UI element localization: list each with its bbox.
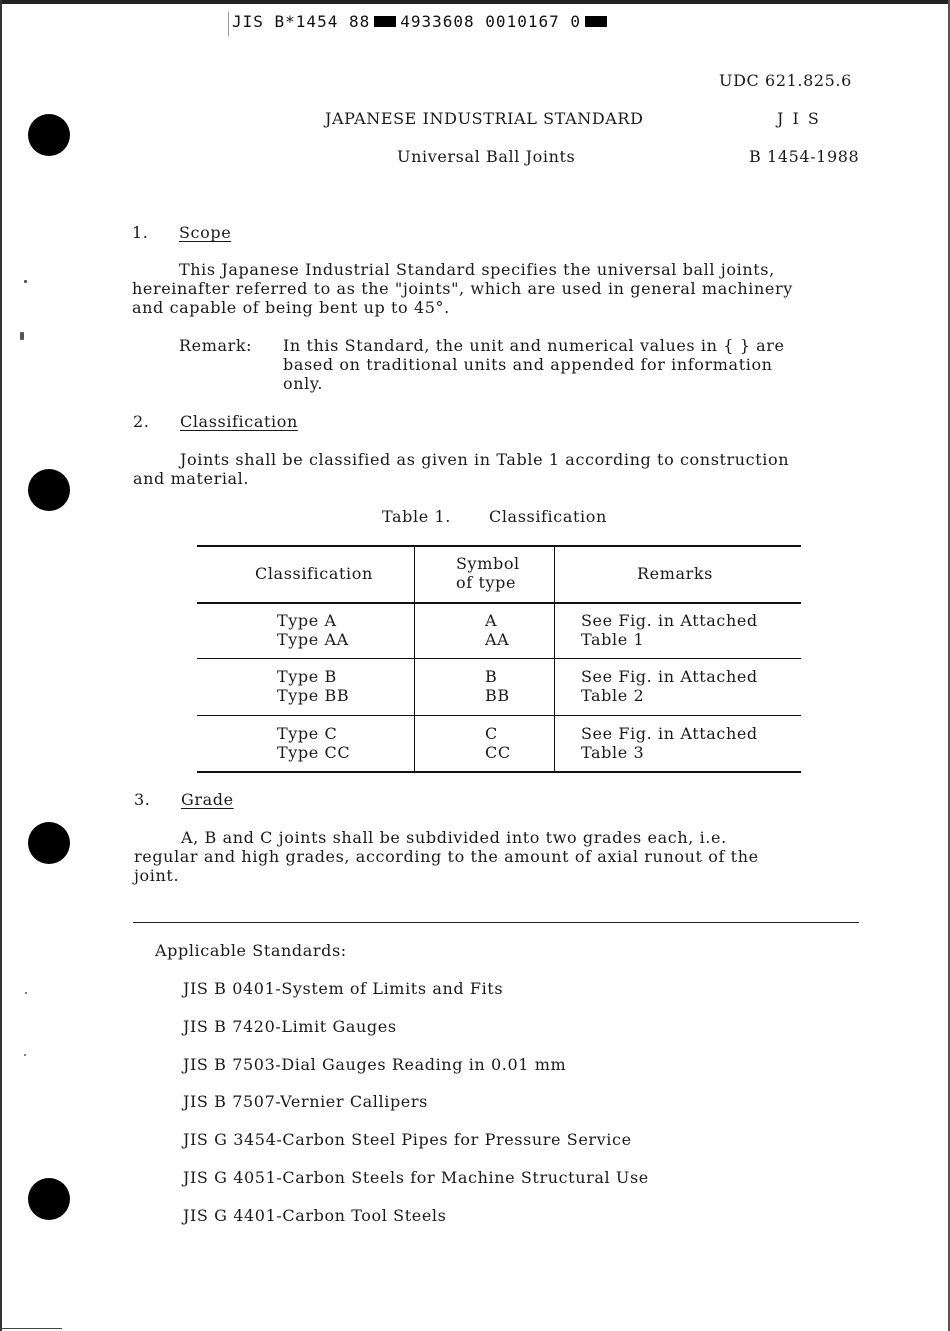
table-caption-title: Classification	[489, 507, 607, 526]
punch-hole	[28, 822, 70, 864]
applicable-standard-item: JIS G 4051-Carbon Steels for Machine Structural Use	[183, 1168, 649, 1187]
catalog-serial: 4933608 0010167 0	[400, 12, 581, 31]
section-heading-scope: Scope	[179, 223, 232, 242]
footnote-rule	[133, 922, 859, 923]
applicable-standards-heading: Applicable Standards:	[155, 941, 347, 960]
punch-hole	[28, 1178, 70, 1220]
grade-line: joint.	[134, 866, 180, 885]
grade-line: regular and high grades, according to the amount of axial runout of the	[134, 847, 759, 866]
section-heading-classification: Classification	[180, 412, 298, 431]
remark-line: In this Standard, the unit and numerical values in { } are	[283, 336, 785, 355]
section-heading-grade: Grade	[181, 790, 234, 809]
applicable-standard-item: JIS G 3454-Carbon Steel Pipes for Pressure Service	[183, 1130, 632, 1149]
table-rule-header	[197, 602, 801, 604]
table-rule-top	[197, 545, 801, 547]
page-edge-top	[0, 0, 950, 4]
table-cell-symbol: AA	[485, 630, 510, 649]
standard-organization: JAPANESE INDUSTRIAL STANDARD	[325, 109, 644, 128]
applicable-standard-item: JIS G 4401-Carbon Tool Steels	[183, 1206, 447, 1225]
standard-number: B 1454-1988	[749, 147, 860, 166]
table-cell-remarks: Table 3	[581, 743, 645, 762]
document-title: Universal Ball Joints	[397, 147, 576, 166]
applicable-standard-item: JIS B 7503-Dial Gauges Reading in 0.01 mm	[183, 1055, 567, 1074]
table-cell-classification: Type A	[277, 611, 337, 630]
punch-hole	[28, 114, 70, 156]
table-cell-remarks: Table 2	[581, 686, 645, 705]
table-rule-vertical	[414, 545, 415, 773]
table-cell-symbol: C	[485, 724, 498, 743]
table-cell-classification: Type BB	[277, 686, 350, 705]
table-cell-symbol: B	[485, 667, 498, 686]
table-cell-remarks: Table 1	[581, 630, 645, 649]
remark-line: only.	[283, 374, 324, 393]
barcode-block	[374, 16, 396, 27]
section-number: 2.	[133, 412, 150, 431]
udc-number: UDC 621.825.6	[719, 71, 852, 90]
table-cell-remarks: See Fig. in Attached	[581, 724, 758, 743]
table-header-symbol: Symbol	[456, 554, 520, 573]
table-cell-classification: Type C	[277, 724, 338, 743]
catalog-code: JIS B*1454 88	[232, 12, 371, 31]
barcode-block	[585, 16, 607, 27]
table-cell-classification: Type B	[277, 667, 337, 686]
grade-line: A, B and C joints shall be subdivided into two grades each, i.e.	[181, 828, 727, 847]
bottom-edge-rule	[0, 1328, 62, 1329]
table-cell-classification: Type CC	[277, 743, 351, 762]
punch-hole	[28, 469, 70, 511]
scan-speck	[24, 1054, 26, 1056]
margin-tick	[228, 12, 229, 36]
catalog-barcode-line	[232, 12, 611, 31]
scan-speck	[20, 332, 24, 340]
table-cell-symbol: CC	[485, 743, 511, 762]
applicable-standard-item: JIS B 0401-System of Limits and Fits	[183, 979, 504, 998]
page-edge-left	[0, 0, 2, 1331]
applicable-standard-item: JIS B 7507-Vernier Callipers	[183, 1092, 428, 1111]
jis-mark: J I S	[777, 109, 821, 128]
applicable-standard-item: JIS B 7420-Limit Gauges	[183, 1017, 397, 1036]
table-rule-bottom	[197, 771, 801, 773]
table-rule-vertical	[554, 545, 555, 773]
classification-table	[197, 545, 801, 774]
classification-line: Joints shall be classified as given in Table 1 according to construction	[180, 450, 790, 469]
table-rule-row	[197, 715, 801, 716]
scan-speck	[25, 992, 27, 994]
table-cell-symbol: BB	[485, 686, 510, 705]
table-rule-row	[197, 658, 801, 659]
section-number: 3.	[134, 790, 151, 809]
table-header-remarks: Remarks	[637, 564, 713, 583]
scope-line: This Japanese Industrial Standard specifies the universal ball joints,	[179, 260, 775, 279]
remark-line: based on traditional units and appended for information	[283, 355, 773, 374]
table-caption-number: Table 1.	[382, 507, 451, 526]
scope-line: hereinafter referred to as the "joints", which are used in general machinery	[132, 279, 793, 298]
scan-speck	[24, 280, 27, 283]
table-cell-remarks: See Fig. in Attached	[581, 611, 758, 630]
classification-line: and material.	[133, 469, 250, 488]
remark-label: Remark:	[179, 336, 253, 355]
table-header-symbol: of type	[456, 573, 517, 592]
table-cell-classification: Type AA	[277, 630, 349, 649]
table-cell-remarks: See Fig. in Attached	[581, 667, 758, 686]
scope-line: and capable of being bent up to 45°.	[132, 298, 450, 317]
section-number: 1.	[132, 223, 149, 242]
table-cell-symbol: A	[485, 611, 498, 630]
table-header-classification: Classification	[255, 564, 373, 583]
